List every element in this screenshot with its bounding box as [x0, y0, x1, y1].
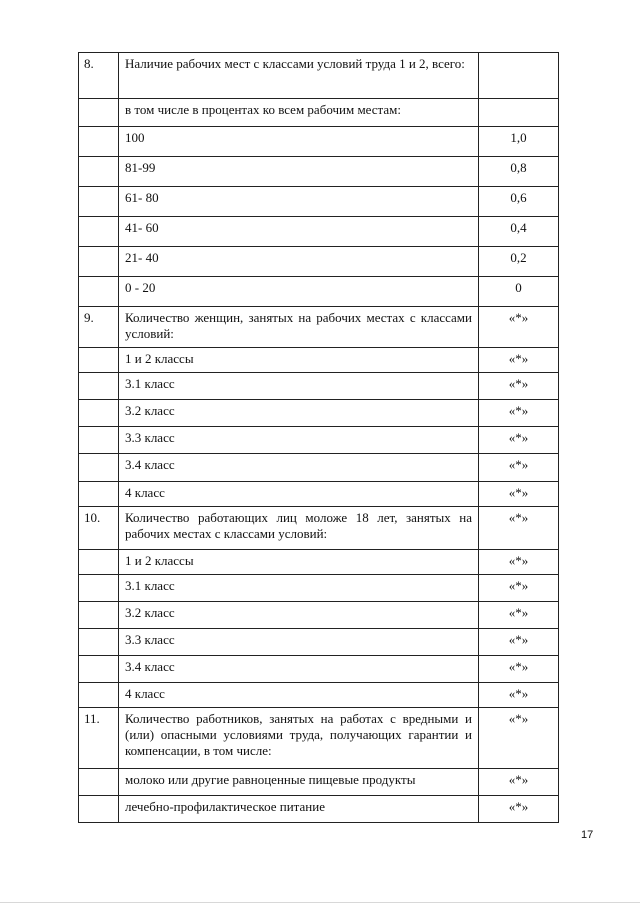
row-description: 3.2 класс [119, 602, 479, 628]
table-row [79, 373, 559, 400]
row-value [479, 53, 559, 98]
row-number [79, 348, 119, 372]
row-value: 0,2 [479, 247, 559, 276]
row-description: 3.1 класс [119, 575, 479, 601]
row-description: 4 класс [119, 683, 479, 707]
table-row [79, 769, 559, 796]
row-number [79, 769, 119, 795]
row-number [79, 796, 119, 822]
row-value: «*» [479, 427, 559, 453]
row-value: «*» [479, 769, 559, 795]
row-description: 41- 60 [119, 217, 479, 246]
table-row [79, 482, 559, 507]
row-number [79, 277, 119, 306]
row-number [79, 602, 119, 628]
row-value: «*» [479, 373, 559, 399]
row-value: 0 [479, 277, 559, 306]
row-description: 3.4 класс [119, 454, 479, 481]
row-number: 10. [79, 507, 119, 549]
table-row [79, 683, 559, 708]
row-description: молоко или другие равноценные пищевые продукты [119, 769, 479, 795]
table-row [79, 454, 559, 482]
row-description: 3.1 класс [119, 373, 479, 399]
table-row [79, 217, 559, 247]
row-description: 1 и 2 классы [119, 550, 479, 574]
row-value: «*» [479, 307, 559, 347]
row-number [79, 400, 119, 426]
row-value: «*» [479, 454, 559, 481]
row-value: «*» [479, 348, 559, 372]
row-value [479, 99, 559, 126]
row-value: 1,0 [479, 127, 559, 156]
row-value: «*» [479, 400, 559, 426]
row-description: 100 [119, 127, 479, 156]
row-number: 9. [79, 307, 119, 347]
table-row [79, 157, 559, 187]
row-description: 4 класс [119, 482, 479, 506]
row-description: 3.4 класс [119, 656, 479, 682]
table-row [79, 796, 559, 823]
row-value: 0,6 [479, 187, 559, 216]
row-number [79, 157, 119, 186]
table-row [79, 127, 559, 157]
table-row [79, 708, 559, 769]
row-value: 0,8 [479, 157, 559, 186]
table-row [79, 507, 559, 550]
row-number: 11. [79, 708, 119, 768]
row-description: в том числе в процентах ко всем рабочим местам: [119, 99, 479, 126]
row-description: Количество женщин, занятых на рабочих местах с классами условий: [119, 307, 479, 347]
row-value: «*» [479, 683, 559, 707]
table-row [79, 99, 559, 127]
table-row [79, 656, 559, 683]
table-row [79, 629, 559, 656]
row-value: «*» [479, 656, 559, 682]
row-number [79, 217, 119, 246]
row-value: «*» [479, 708, 559, 768]
row-description: Количество работников, занятых на работах с вредными и (или) опасными условиями труда, получающих гарантии и компенсации, в том числе: [119, 708, 479, 768]
table-row [79, 602, 559, 629]
row-description: 61- 80 [119, 187, 479, 216]
row-description: Наличие рабочих мест с классами условий труда 1 и 2, всего: [119, 53, 479, 98]
row-number [79, 482, 119, 506]
table-row [79, 53, 559, 99]
row-number [79, 683, 119, 707]
table-row [79, 427, 559, 454]
table-row [79, 550, 559, 575]
row-description: 21- 40 [119, 247, 479, 276]
table-row [79, 247, 559, 277]
row-description: 0 - 20 [119, 277, 479, 306]
row-value: «*» [479, 796, 559, 822]
row-description: лечебно-профилактическое питание [119, 796, 479, 822]
row-number [79, 127, 119, 156]
row-value: «*» [479, 629, 559, 655]
table-row [79, 575, 559, 602]
row-number: 8. [79, 53, 119, 98]
row-number [79, 629, 119, 655]
row-description: 1 и 2 классы [119, 348, 479, 372]
row-value: «*» [479, 507, 559, 549]
row-value: 0,4 [479, 217, 559, 246]
row-description: 3.2 класс [119, 400, 479, 426]
row-number [79, 99, 119, 126]
row-value: «*» [479, 550, 559, 574]
row-description: 3.3 класс [119, 427, 479, 453]
row-value: «*» [479, 482, 559, 506]
row-description: 81-99 [119, 157, 479, 186]
row-number [79, 550, 119, 574]
table-row [79, 307, 559, 348]
table-row [79, 277, 559, 307]
page-number: 17 [581, 829, 594, 841]
data-table [78, 52, 559, 823]
table-row [79, 400, 559, 427]
row-description: 3.3 класс [119, 629, 479, 655]
row-number [79, 427, 119, 453]
row-value: «*» [479, 602, 559, 628]
row-number [79, 575, 119, 601]
bottom-divider [0, 902, 640, 903]
row-number [79, 247, 119, 276]
row-number [79, 454, 119, 481]
table-row [79, 348, 559, 373]
row-number [79, 373, 119, 399]
table-row [79, 187, 559, 217]
row-number [79, 656, 119, 682]
row-value: «*» [479, 575, 559, 601]
row-description: Количество работающих лиц моложе 18 лет, занятых на рабочих местах с классами условий: [119, 507, 479, 549]
row-number [79, 187, 119, 216]
